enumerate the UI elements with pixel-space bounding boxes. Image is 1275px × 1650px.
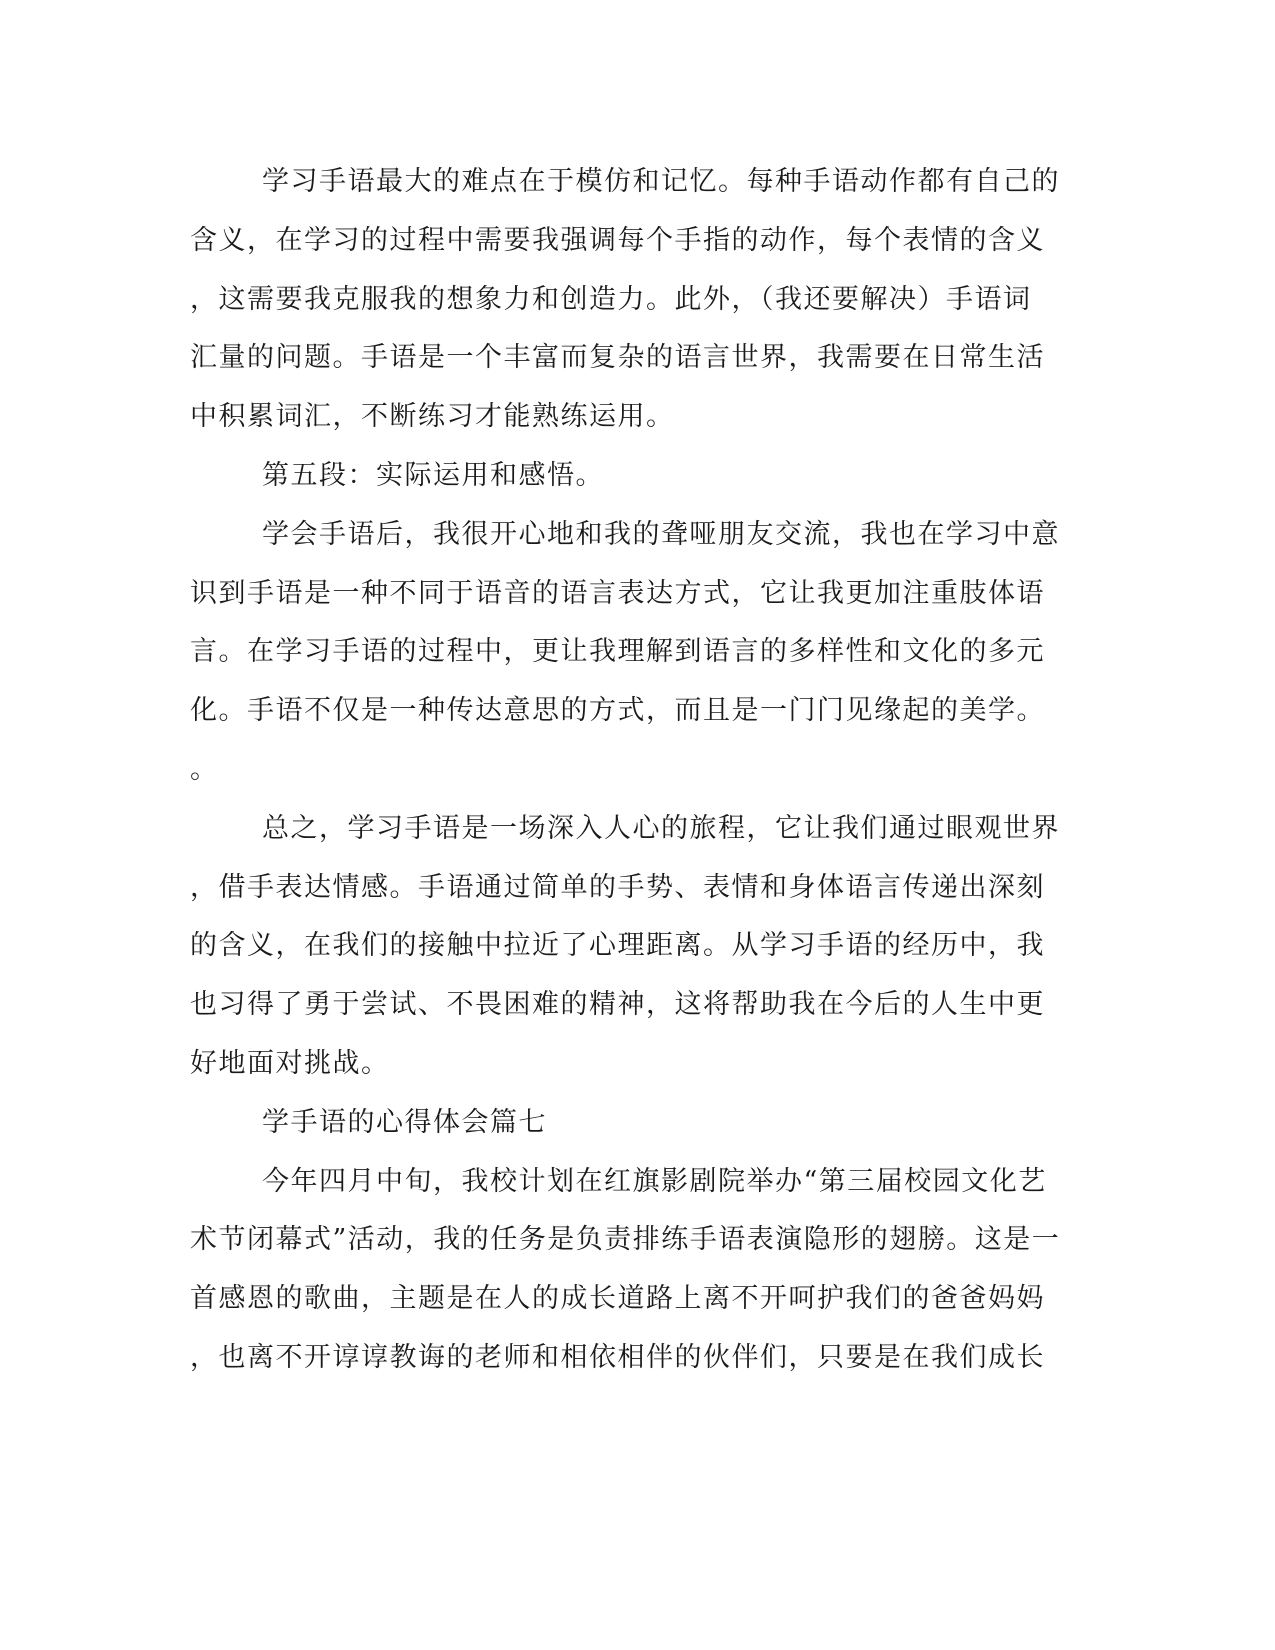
text-line: 总之，学习手语是一场深入人心的旅程，它让我们通过眼观世界 <box>262 813 1060 844</box>
text-line: 。 <box>190 754 219 785</box>
text-line: 含义，在学习的过程中需要我强调每个手指的动作，每个表情的含义 <box>190 225 1045 256</box>
text-line: 首感恩的歌曲，主题是在人的成长道路上离不开呵护我们的爸爸妈妈 <box>190 1283 1045 1314</box>
text-line: 学习手语最大的难点在于模仿和记忆。每种手语动作都有自己的 <box>262 166 1060 197</box>
section-heading: 学手语的心得体会篇七 <box>262 1107 547 1138</box>
text-line: 学会手语后，我很开心地和我的聋哑朋友交流，我也在学习中意 <box>262 519 1060 550</box>
text-line: 汇量的问题。手语是一个丰富而复杂的语言世界，我需要在日常生活 <box>190 342 1045 373</box>
text-line: 化。手语不仅是一种传达意思的方式，而且是一门门见缘起的美学。 <box>190 695 1045 726</box>
text-line: 好地面对挑战。 <box>190 1048 390 1079</box>
text-line: 术节闭幕式”活动，我的任务是负责排练手语表演隐形的翅膀。这是一 <box>190 1224 1061 1255</box>
text-line: 言。在学习手语的过程中，更让我理解到语言的多样性和文化的多元 <box>190 636 1045 667</box>
text-line: ，这需要我克服我的想象力和创造力。此外，（我还要解决）手语词 <box>190 284 1032 315</box>
text-line: ，借手表达情感。手语通过简单的手势、表情和身体语言传递出深刻 <box>190 872 1045 903</box>
text-line: 今年四月中旬，我校计划在红旗影剧院举办“第三届校园文化艺 <box>262 1166 1047 1197</box>
text-line: 识到手语是一种不同于语音的语言表达方式，它让我更加注重肢体语 <box>190 578 1045 609</box>
text-line: ，也离不开谆谆教诲的老师和相依相伴的伙伴们，只要是在我们成长 <box>190 1342 1045 1373</box>
text-line: 中积累词汇，不断练习才能熟练运用。 <box>190 401 675 432</box>
text-line: 的含义，在我们的接触中拉近了心理距离。从学习手语的经历中，我 <box>190 930 1045 961</box>
section-heading: 第五段：实际运用和感悟。 <box>262 460 604 491</box>
text-line: 也习得了勇于尝试、不畏困难的精神，这将帮助我在今后的人生中更 <box>190 989 1045 1020</box>
